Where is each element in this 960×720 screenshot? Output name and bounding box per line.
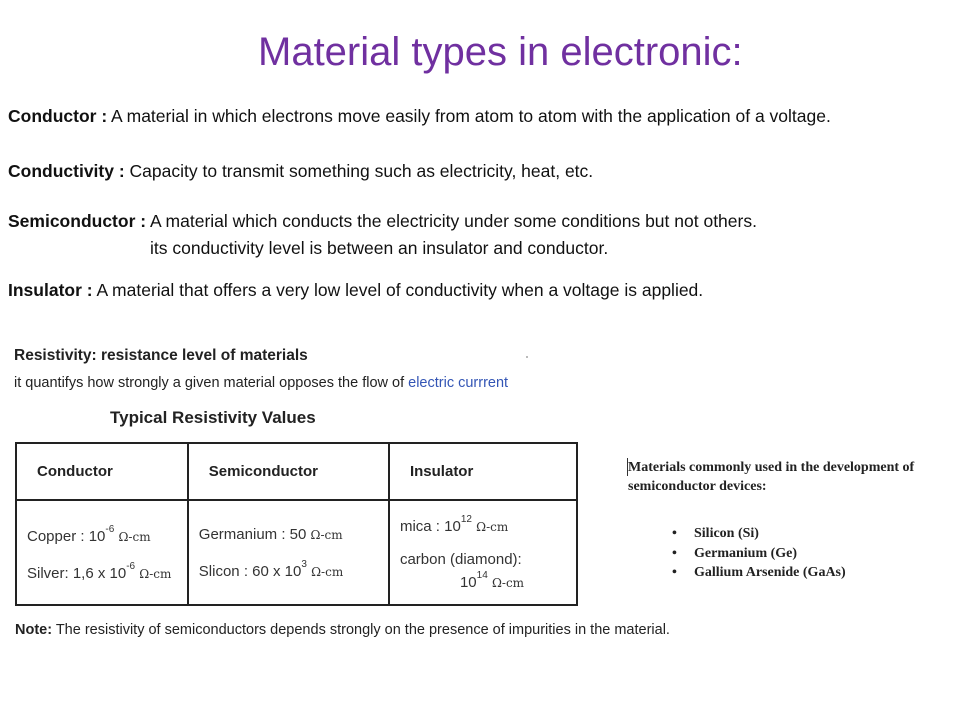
carbon-base: 10 [459,574,477,591]
carbon-value [400,571,570,590]
table-row [16,500,577,605]
mica-exponent: 12 [460,514,472,525]
definition-text: A material in which electrons move easily from atom to atom with the application of a voltage. [107,106,831,126]
resistivity-heading: Resistivity: resistance level of materials [14,347,308,364]
list-item-label: Germanium (Ge) [694,545,798,561]
definition-term: Conductor : [8,106,108,126]
silver-value [27,562,181,581]
list-item-label: Silicon (Si) [694,526,759,541]
table-title: Typical Resistivity Values [110,408,316,427]
ohm-cm-unit: Ω-cm [476,520,509,534]
resistivity-description-text: it quantifys how strongly a given material opposes the flow of [14,375,409,391]
ohm-cm-unit: Ω-cm [118,529,151,544]
note-term: Note: [15,622,53,638]
mica-base: mica : 10 [399,518,461,535]
column-header-semiconductor: Semiconductor [188,443,389,500]
silicon-value [199,560,382,579]
definition-term: Insulator : [8,280,93,300]
cell-semiconductor [188,500,389,605]
decorative-dot [526,356,528,358]
materials-heading: Materials commonly used in the development of semiconductor devices: [628,460,915,494]
note-paragraph [15,620,675,640]
germanium-value [199,527,382,542]
bullet-icon: • [672,526,677,541]
silicon-base: Slicon : 60 x 10 [198,562,302,580]
slide-title: Material types in electronic: [258,30,743,74]
germanium-base: Germanium : 50 [198,525,307,543]
copper-value [27,525,181,544]
column-header-conductor: Conductor [16,443,188,500]
copper-exponent: -6 [105,523,115,535]
electric-current-link[interactable]: electric currrent [408,375,509,391]
ohm-cm-unit: Ω-cm [311,564,344,579]
definition-term: Conductivity : [8,161,125,181]
carbon-exponent: 14 [476,570,488,581]
note-text: The resistivity of semiconductors depends strongly on the presence of impurities in the material. [52,622,670,638]
mica-value [400,515,570,534]
definition-text: A material which conducts the electricity under some conditions but not others. [146,211,757,231]
definition-conductivity [8,161,593,182]
copper-base: Copper : 10 [27,527,106,545]
cell-insulator [389,500,577,605]
cell-conductor [16,500,188,605]
carbon-label: carbon (diamond): [399,551,522,568]
definition-semiconductor-continuation: its conductivity level is between an insulator and conductor. [150,238,609,258]
resistivity-table [15,442,578,606]
list-item [672,524,846,544]
ohm-cm-unit: Ω-cm [310,527,343,542]
resistivity-description [14,375,508,391]
list-item [672,544,846,564]
silicon-exponent: 3 [301,558,307,570]
definition-insulator [8,280,703,301]
definition-conductor [8,106,831,127]
definition-text: Capacity to transmit something such as electricity, heat, etc. [124,161,594,181]
materials-list [672,524,846,583]
bullet-icon: • [672,565,677,580]
silver-exponent: -6 [126,560,136,572]
definition-text: A material that offers a very low level of conductivity when a voltage is applied. [92,280,704,300]
bullet-icon: • [672,545,677,561]
definition-semiconductor [8,211,757,232]
list-item [672,563,846,583]
list-item-label: Gallium Arsenide (GaAs) [694,565,846,580]
ohm-cm-unit: Ω-cm [139,566,172,581]
column-header-insulator: Insulator [389,443,577,500]
table-header-row [16,443,577,500]
silver-base: Silver: 1,6 x 10 [27,564,127,582]
definition-term: Semiconductor : [8,211,147,231]
ohm-cm-unit: Ω-cm [491,576,525,590]
